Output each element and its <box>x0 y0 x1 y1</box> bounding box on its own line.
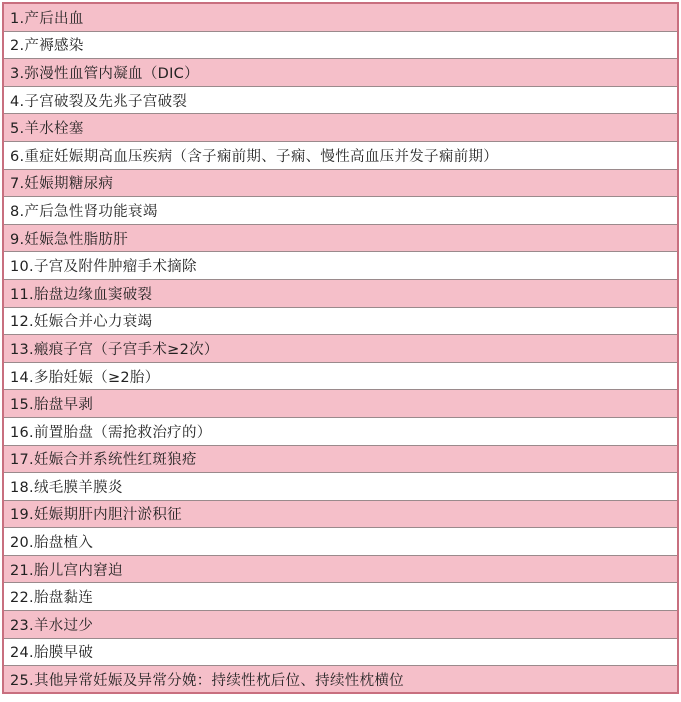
row-text: 14.多胎妊娠（≥2胎） <box>10 369 160 386</box>
row-text: 15.胎盘早剥 <box>10 397 94 414</box>
table-row <box>4 390 677 418</box>
table-row <box>4 501 677 529</box>
row-text: 20.胎盘植入 <box>10 535 94 552</box>
table-row <box>4 666 677 694</box>
table-row <box>4 4 677 32</box>
table-row <box>4 114 677 142</box>
table-row <box>4 252 677 280</box>
row-text: 10.子宫及附件肿瘤手术摘除 <box>10 259 197 276</box>
table-row <box>4 335 677 363</box>
row-text: 25.其他异常妊娠及异常分娩：持续性枕后位、持续性枕横位 <box>10 672 404 689</box>
row-text: 8.产后急性肾功能衰竭 <box>10 203 158 220</box>
table-row <box>4 170 677 198</box>
table-row <box>4 59 677 87</box>
row-text: 4.子宫破裂及先兆子宫破裂 <box>10 93 188 110</box>
row-text: 6.重症妊娠期高血压疾病（含子痫前期、子痫、慢性高血压并发子痫前期） <box>10 148 499 165</box>
table-row <box>4 639 677 667</box>
table-row <box>4 308 677 336</box>
table-row <box>4 32 677 60</box>
row-text: 13.瘢痕子宫（子宫手术≥2次） <box>10 341 219 358</box>
row-text: 12.妊娠合并心力衰竭 <box>10 314 153 331</box>
row-text: 9.妊娠急性脂肪肝 <box>10 231 129 248</box>
row-text: 1.产后出血 <box>10 10 84 27</box>
row-text: 16.前置胎盘（需抢救治疗的） <box>10 424 212 441</box>
table-row <box>4 363 677 391</box>
table-row <box>4 280 677 308</box>
row-text: 23.羊水过少 <box>10 617 94 634</box>
table-row <box>4 583 677 611</box>
table-row <box>4 225 677 253</box>
table-row <box>4 418 677 446</box>
table-row <box>4 197 677 225</box>
table-row <box>4 556 677 584</box>
table-row <box>4 473 677 501</box>
row-text: 24.胎膜早破 <box>10 645 94 662</box>
table-row <box>4 142 677 170</box>
table-row <box>4 446 677 474</box>
condition-table <box>2 2 679 694</box>
row-text: 22.胎盘黏连 <box>10 590 94 607</box>
table-row <box>4 528 677 556</box>
row-text: 11.胎盘边缘血窦破裂 <box>10 286 153 303</box>
table-row <box>4 611 677 639</box>
row-text: 19.妊娠期肝内胆汁淤积征 <box>10 507 182 524</box>
row-text: 17.妊娠合并系统性红斑狼疮 <box>10 452 197 469</box>
table-row <box>4 87 677 115</box>
row-text: 21.胎儿宫内窘迫 <box>10 562 123 579</box>
row-text: 7.妊娠期糖尿病 <box>10 176 114 193</box>
row-text: 5.羊水栓塞 <box>10 121 84 138</box>
row-text: 18.绒毛膜羊膜炎 <box>10 479 123 496</box>
row-text: 2.产褥感染 <box>10 38 84 55</box>
row-text: 3.弥漫性血管内凝血（DIC） <box>10 65 199 82</box>
